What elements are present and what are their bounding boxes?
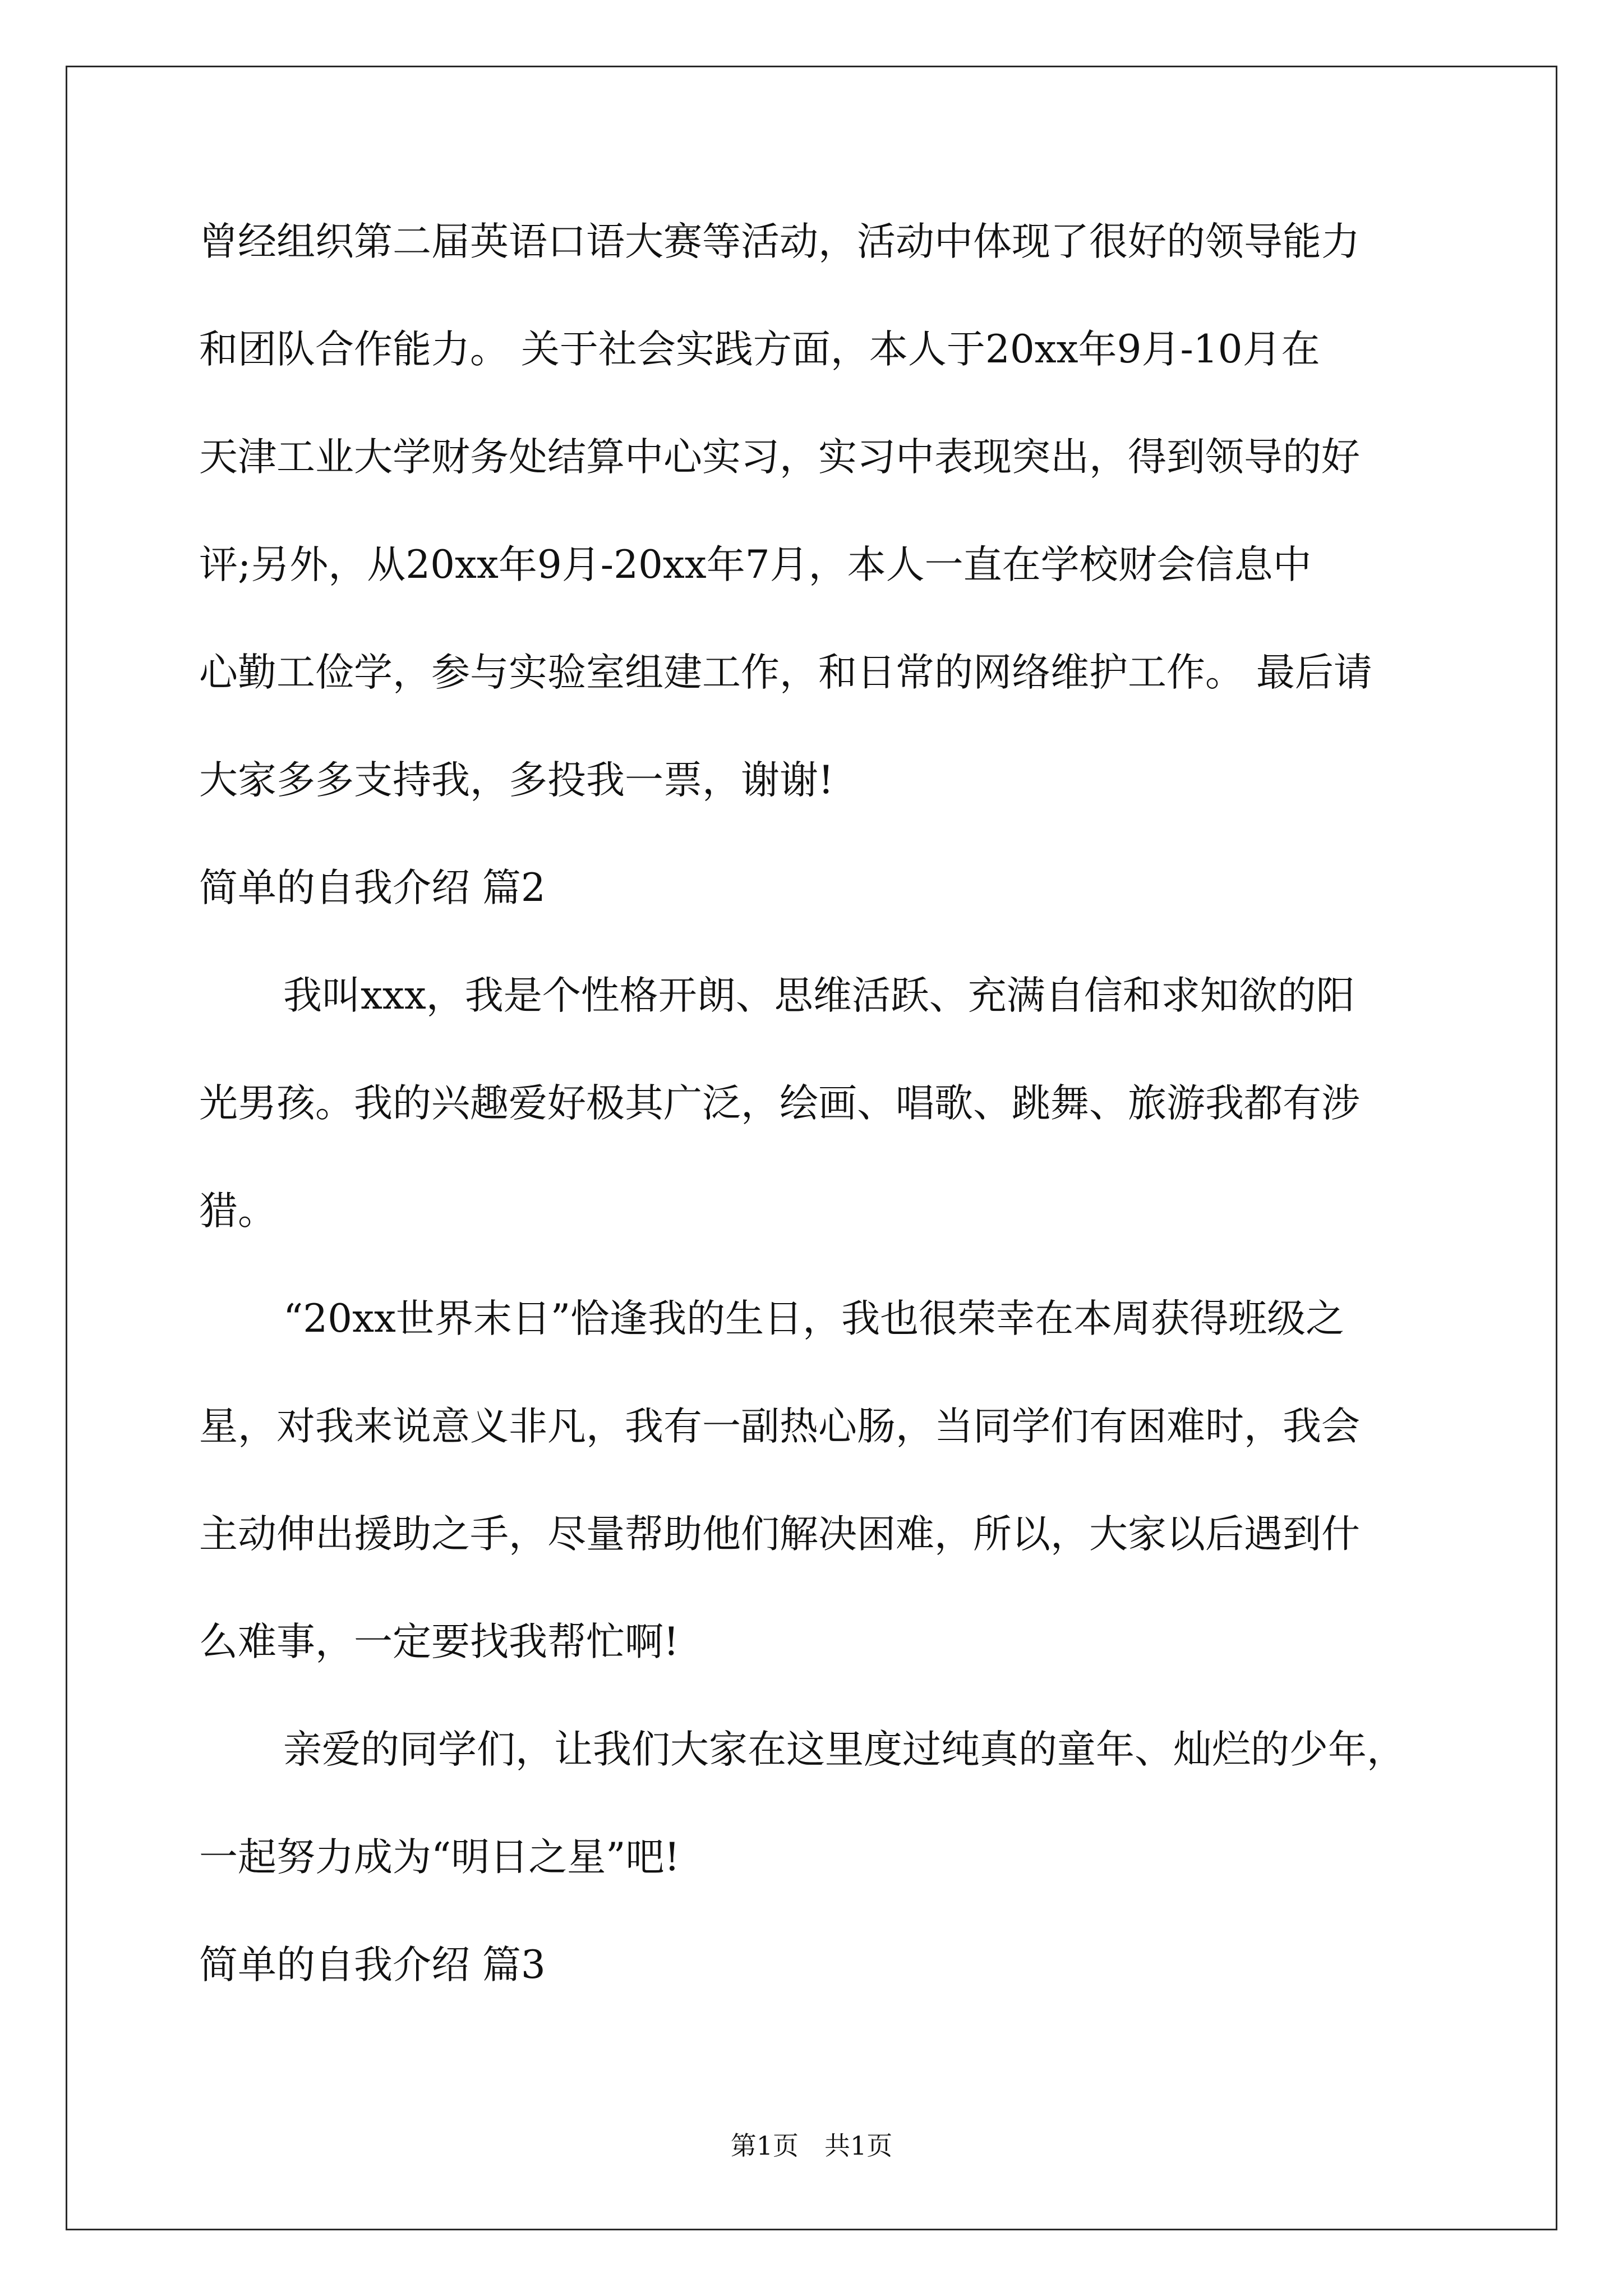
paragraph-line: 亲爱的同学们，让我们大家在这里度过纯真的童年、灿烂的少年，: [283, 1727, 1405, 1772]
document-body: [199, 215, 1450, 2046]
paragraph-line: 和团队合作能力。 关于社会实践方面，本人于20xx年9月-10月在: [199, 327, 1320, 372]
page-total: 共1页: [824, 2131, 893, 2161]
paragraph-line: 大家多多支持我，多投我一票，谢谢!: [199, 758, 834, 803]
paragraph-line: 星，对我来说意义非凡，我有一副热心肠，当同学们有困难时，我会: [199, 1404, 1360, 1449]
paragraph-line: 猎。: [199, 1189, 276, 1234]
paragraph-line: 评;另外，从20xx年9月-20xx年7月，本人一直在学校财会信息中: [199, 542, 1312, 587]
paragraph-line: 心勤工俭学，参与实验室组建工作，和日常的网络维护工作。 最后请: [199, 650, 1372, 695]
paragraph-line: 光男孩。我的兴趣爱好极其广泛，绘画、唱歌、跳舞、旅游我都有涉: [199, 1081, 1360, 1126]
paragraph-line: 主动伸出援助之手，尽量帮助他们解决困难，所以，大家以后遇到什: [199, 1512, 1360, 1557]
paragraph-line: 一起努力成为“明日之星”吧!: [199, 1835, 680, 1880]
section-heading: 简单的自我介绍 篇2: [199, 866, 546, 910]
paragraph-line: “20xx世界末日”恰逢我的生日，我也很荣幸在本周获得班级之: [283, 1296, 1345, 1341]
paragraph-line: 我叫xxx，我是个性格开朗、思维活跃、充满自信和求知欲的阳: [283, 973, 1355, 1018]
paragraph-line: 曾经组织第二届英语口语大赛等活动，活动中体现了很好的领导能力: [199, 219, 1360, 264]
page-footer: [0, 2129, 1623, 2162]
section-heading: 简单的自我介绍 篇3: [199, 1943, 546, 1987]
paragraph-line: 么难事，一定要找我帮忙啊!: [199, 1619, 679, 1664]
paragraph-line: 天津工业大学财务处结算中心实习，实习中表现突出，得到领导的好: [199, 435, 1360, 480]
page-number: 第1页: [730, 2131, 799, 2161]
